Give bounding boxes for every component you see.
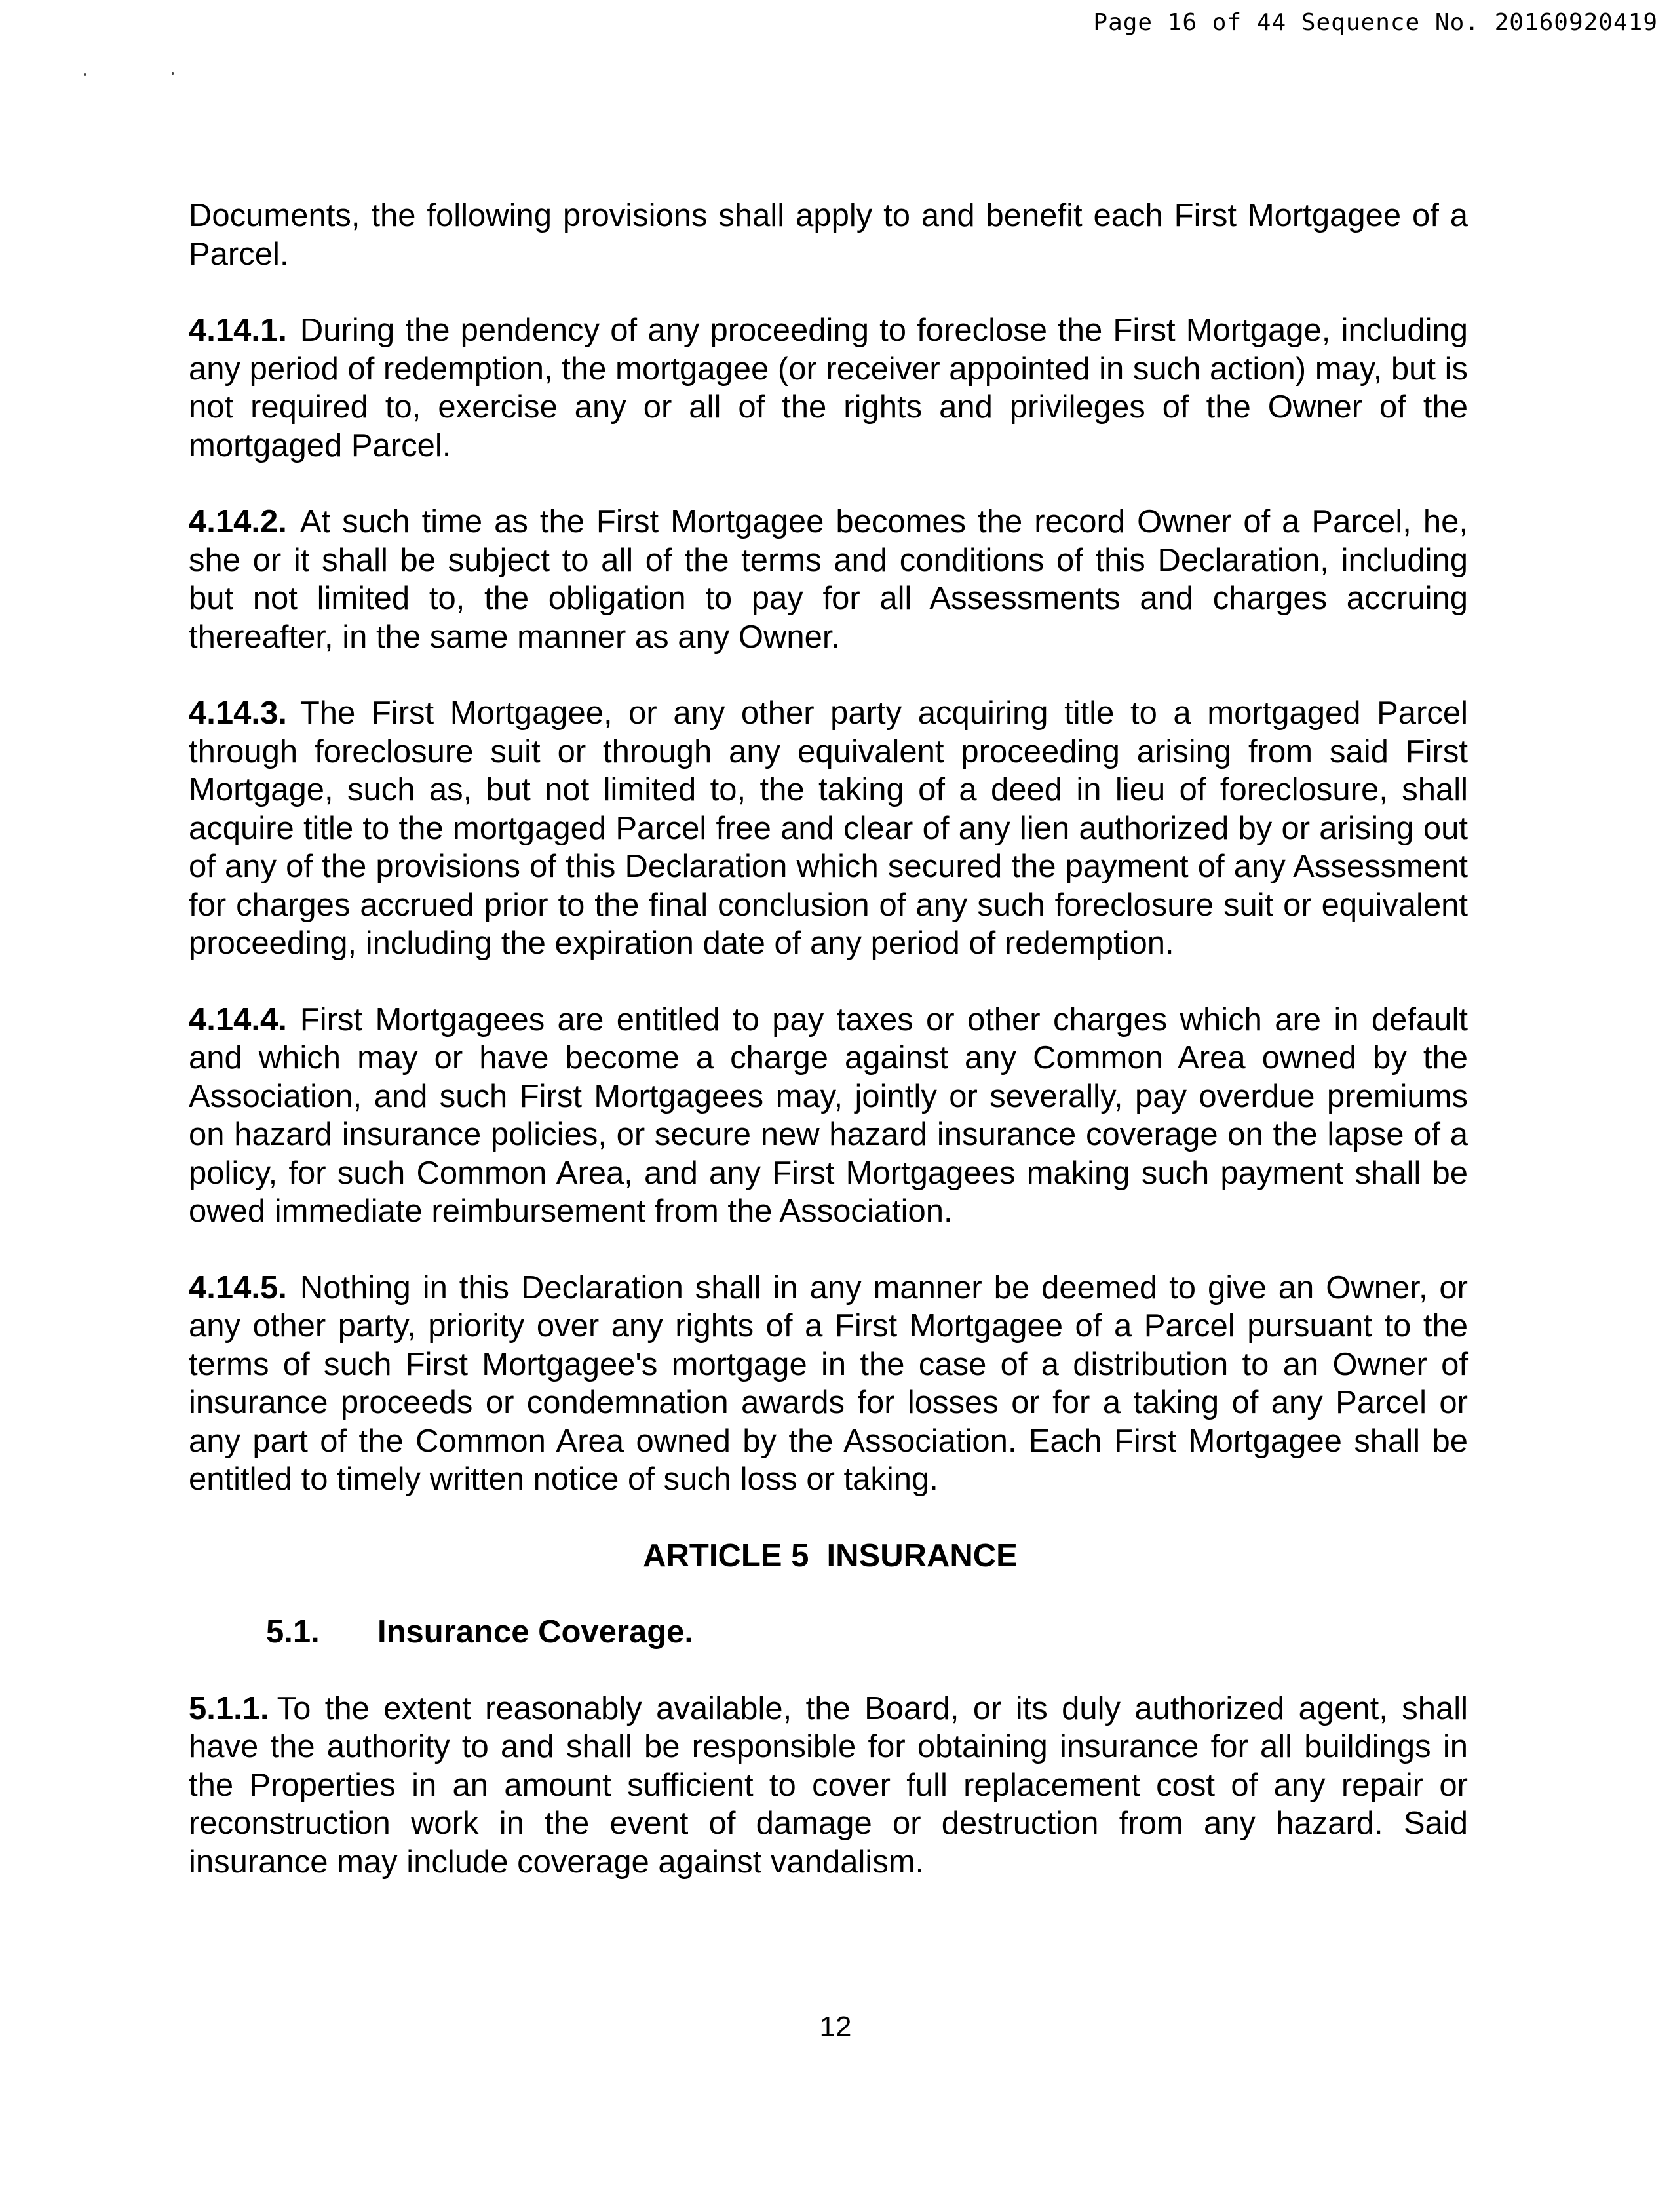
scan-speck bbox=[172, 72, 174, 75]
page-number: 12 bbox=[819, 2011, 852, 2043]
document-body bbox=[189, 197, 1468, 1919]
scan-speck bbox=[84, 73, 86, 76]
section-title: Insurance Coverage. bbox=[377, 1614, 694, 1650]
paragraph-number: 5.1.1. bbox=[189, 1690, 269, 1726]
paragraph-number: 4.14.2. bbox=[189, 504, 287, 539]
section-number: 5.1. bbox=[266, 1614, 320, 1650]
paragraph-5-1-1 bbox=[189, 1690, 1468, 1882]
intro-paragraph: Documents, the following provisions shall apply to and benefit each First Mortgagee of a Parcel. bbox=[189, 198, 1468, 272]
paragraph-text: The First Mortgagee, or any other party acquiring title to a mortgaged Parcel through foreclosure suit or through any equivalent proceeding arising from said First Mortgage, such as, but not limited to, the taking of a deed in lieu of foreclosure, shall acquire title to the mortgaged Parcel free and clear of any lien authorized by or arising out of any of the provisions of this Declaration which secured the payment of any Assessment for charges accrued prior to the final conclusion of any such foreclosure suit or equivalent proceeding, including the expiration date of any period of redemption. bbox=[189, 695, 1468, 961]
paragraph-text: To the extent reasonably available, the Board, or its duly authorized agent, shall have the authority to and shall be responsible for obtaining insurance for all buildings in the Properties in an amount sufficient to cover full replacement cost of any repair or reconstruction work in the event of damage or destruction from any hazard. Said insurance may include coverage against vandalism. bbox=[189, 1690, 1468, 1880]
paragraph-4-14-4 bbox=[189, 1001, 1468, 1231]
section-heading bbox=[189, 1613, 1468, 1652]
paragraph-4-14-5 bbox=[189, 1269, 1468, 1499]
paragraph-text: First Mortgagees are entitled to pay taxes or other charges which are in default and which may or have become a charge against any Common Area owned by the Association, and such First Mortgagees may, jointly or severally, pay overdue premiums on hazard insurance policies, or secure new hazard insurance coverage on the lapse of a policy, for such Common Area, and any First Mortgagees making such payment shall be owed immediate reimbursement from the Association. bbox=[189, 1001, 1468, 1229]
paragraph-number: 4.14.4. bbox=[189, 1001, 287, 1038]
sequence-stamp: Page 16 of 44 Sequence No. 20160920419 bbox=[1093, 9, 1658, 36]
paragraph-text: During the pendency of any proceeding to foreclose the First Mortgage, including any period of redemption, the mortgagee (or receiver appointed in such action) may, but is not required to, exercise any or all of the rights and privileges of the Owner of the mortgaged Parcel. bbox=[189, 313, 1468, 463]
paragraph-number: 4.14.3. bbox=[189, 695, 287, 731]
paragraph-4-14-2 bbox=[189, 503, 1468, 656]
article-heading: ARTICLE 5 INSURANCE bbox=[643, 1538, 1018, 1574]
paragraph-number: 4.14.5. bbox=[189, 1270, 287, 1306]
paragraph-text: Nothing in this Declaration shall in any manner be deemed to give an Owner, or any other party, priority over any rights of a First Mortgagee of a Parcel pursuant to the terms of such First Mortgagee's mortgage in the case of a distribution to an Owner of insurance proceeds or condemnation awards for losses or for a taking of any Parcel or any part of the Common Area owned by the Association. Each First Mortgagee shall be entitled to timely written notice of such loss or taking. bbox=[189, 1270, 1468, 1497]
paragraph-4-14-1 bbox=[189, 311, 1468, 465]
paragraph-number: 4.14.1. bbox=[189, 313, 287, 348]
paragraph-text: At such time as the First Mortgagee becomes the record Owner of a Parcel, he, she or it shall be subject to all of the terms and conditions of this Declaration, including but not limited to, the obligation to pay for all Assessments and charges accruing thereafter, in the same manner as any Owner. bbox=[189, 504, 1468, 655]
paragraph-4-14-3 bbox=[189, 694, 1468, 963]
